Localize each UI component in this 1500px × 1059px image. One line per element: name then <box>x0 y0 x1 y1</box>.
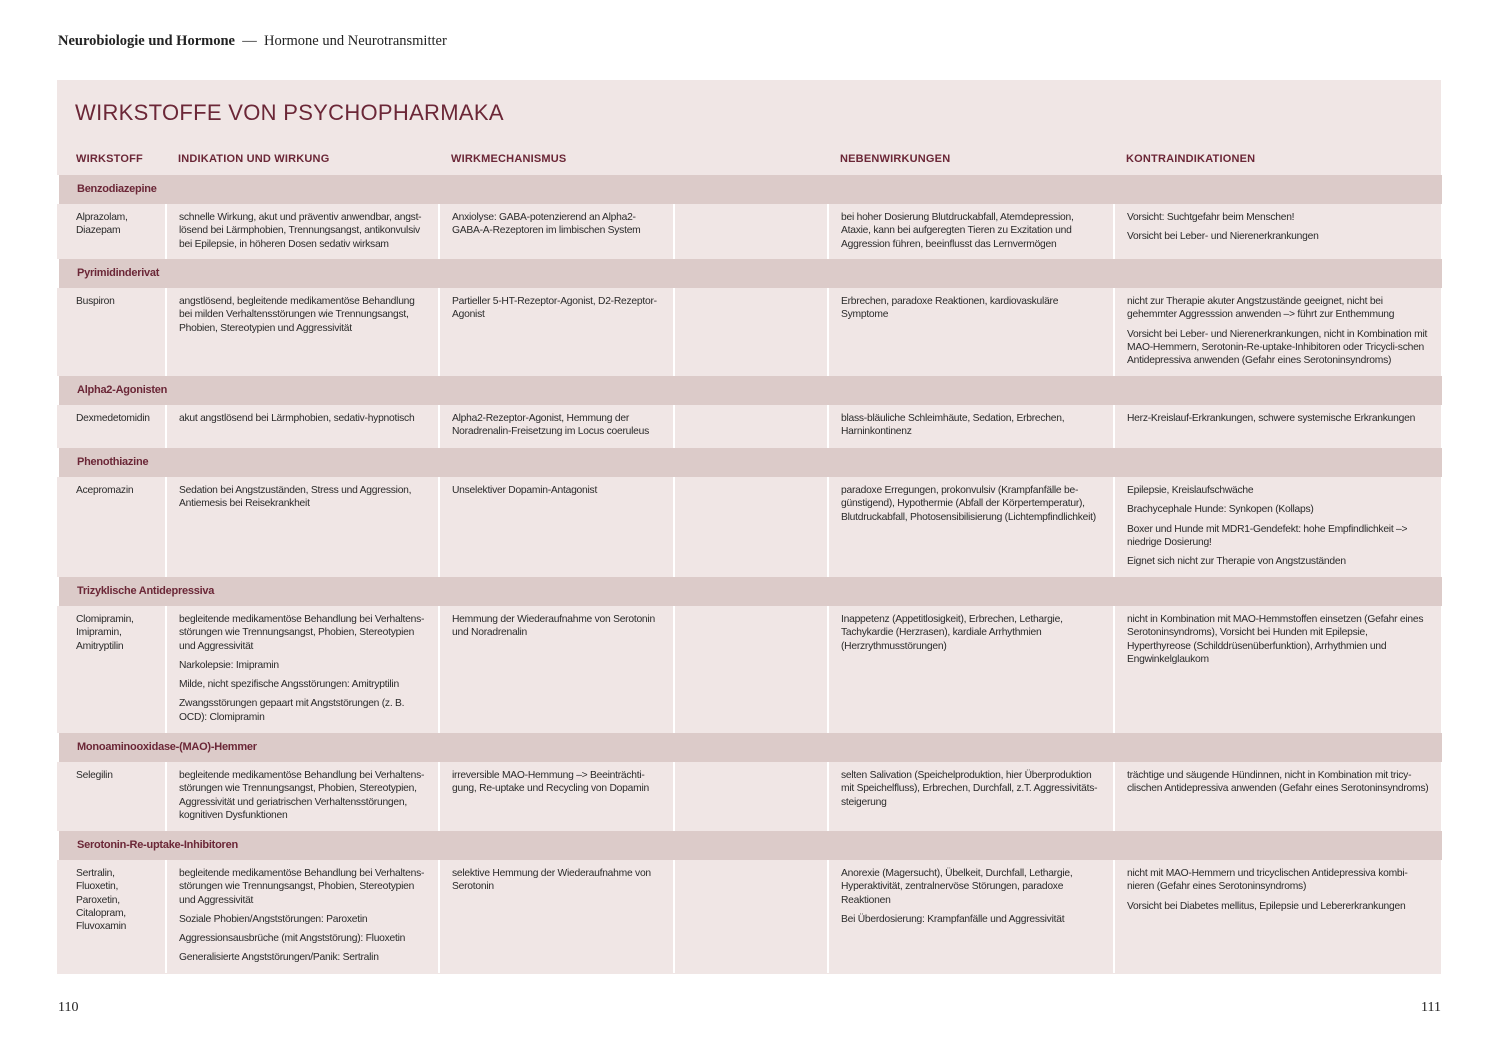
indikation-paragraph: angstlösend, begleitende medikamentöse Behandlung bei milden Verhaltensstörungen wie Trennungsangst, Phobien, Stereotypien und Aggressivität <box>179 296 415 334</box>
kontra-paragraph: nicht mit MAO-Hemmern und tricyclischen Antidepressiva kombi-nieren (Gefahr eines Serotoninsyndroms) <box>1127 868 1408 893</box>
mechanismus-cell <box>439 288 674 376</box>
wirkstoff-cell: Selegilin <box>76 770 113 781</box>
chapter-title: Hormone und Neurotransmitter <box>263 33 447 49</box>
indikation-paragraph: begleitende medikamentöse Behandlung bei Verhaltens-störungen wie Trennungsangst, Phobien, Stereotypien, Aggressivität und geriatrischen Verhaltensstörungen, kognitiven Dysfunktionen <box>179 770 425 821</box>
wirkstoff-cell: Sertralin, Fluoxetin, Paroxetin, Citalopram, Fluvoxamin <box>76 868 127 933</box>
kontra-paragraph: Vorsicht: Suchtgefahr beim Menschen! <box>1127 212 1295 223</box>
indikation-paragraph: Soziale Phobien/Angststörungen: Paroxetin <box>179 913 368 925</box>
group-row <box>58 448 1442 477</box>
nebenwirkungen-cell <box>828 477 1114 577</box>
table-row <box>58 762 1442 831</box>
mechanismus-paragraph: Anxiolyse: GABA-potenzierend an Alpha2-GABA-A-Rezeptoren im limbischen System <box>452 212 641 237</box>
mechanismus-paragraph: Unselektiver Dopamin-Antagonist <box>452 485 598 496</box>
kontraindikationen-cell <box>1114 288 1442 376</box>
indikation-paragraph: begleitende medikamentöse Behandlung bei Verhaltens-störungen wie Trennungsangst, Phobien, Stereotypien und Aggressivität <box>179 614 425 652</box>
neben-paragraph: Bei Überdosierung: Krampfanfälle und Aggressivität <box>841 913 1065 925</box>
kontra-paragraph: nicht zur Therapie akuter Angstzustände geeignet, nicht bei gehemmter Aggresssion anwenden –> führt zur Enthemmung <box>1127 296 1395 321</box>
neben-paragraph: paradoxe Erregungen, prokonvulsiv (Krampfanfälle be-günstigend), Hypothermie (Abfall der Körpertemperatur), Blutdruckabfall, Photosensibilisierung (Lichtempfindlichkeit) <box>841 485 1096 523</box>
kontraindikationen-cell <box>1114 204 1442 259</box>
indikation-paragraph: begleitende medikamentöse Behandlung bei Verhaltens-störungen wie Trennungsangst, Phobien, Stereotypien und Aggressivität <box>179 868 425 906</box>
running-header <box>58 33 447 50</box>
indikation-cell <box>166 477 439 577</box>
mechanismus-paragraph: Hemmung der Wiederaufnahme von Serotonin und Noradrenalin <box>452 614 655 639</box>
kontra-paragraph: Vorsicht bei Leber- und Nierenerkrankungen <box>1127 231 1319 243</box>
page-number-left: 110 <box>58 1000 79 1015</box>
table-row <box>58 606 1442 733</box>
mechanismus-cell <box>439 405 674 448</box>
neben-paragraph: Erbrechen, paradoxe Reaktionen, kardiovaskuläre Symptome <box>841 296 1059 321</box>
table-row <box>58 405 1442 448</box>
group-row <box>58 175 1442 204</box>
table-row <box>58 477 1442 577</box>
group-row <box>58 577 1442 606</box>
kontraindikationen-cell <box>1114 860 1442 973</box>
wirkstoff-cell: Dexmedetomidin <box>76 413 150 424</box>
mechanismus-cell <box>439 204 674 259</box>
table-row <box>58 288 1442 376</box>
group-row <box>58 733 1442 762</box>
neben-paragraph: blass-bläuliche Schleimhäute, Sedation, Erbrechen, Harninkontinenz <box>841 413 1065 438</box>
empty-cell <box>674 606 828 733</box>
kontraindikationen-cell <box>1114 405 1442 448</box>
mechanismus-paragraph: Partieller 5-HT-Rezeptor-Agonist, D2-Rezeptor-Agonist <box>452 296 657 321</box>
col-wirkstoff: WIRKSTOFF <box>76 153 143 165</box>
page-number-right: 111 <box>1421 1000 1441 1015</box>
empty-cell <box>674 477 828 577</box>
separator: — <box>242 33 257 49</box>
group-name: Monoaminooxidase-(MAO)-Hemmer <box>58 733 1442 762</box>
wirkstoff-cell: Alprazolam, Diazepam <box>76 212 128 237</box>
kontraindikationen-cell <box>1114 762 1442 831</box>
indikation-cell <box>166 860 439 973</box>
col-indikation: INDIKATION UND WIRKUNG <box>178 153 330 165</box>
empty-cell <box>674 405 828 448</box>
nebenwirkungen-cell <box>828 606 1114 733</box>
table-row <box>58 860 1442 973</box>
kontra-paragraph: Boxer und Hunde mit MDR1-Gendefekt: hohe Empfindlichkeit –> niedrige Dosierung! <box>1127 523 1408 548</box>
mechanismus-paragraph: selektive Hemmung der Wiederaufnahme von Serotonin <box>452 868 651 893</box>
indikation-paragraph: Zwangsstörungen gepaart mit Angststörungen (z. B. OCD): Clomipramin <box>179 698 405 723</box>
neben-paragraph: Anorexie (Magersucht), Übelkeit, Durchfall, Lethargie, Hyperaktivität, zentralnervöse Störungen, paradoxe Reaktionen <box>841 868 1073 906</box>
indikation-cell <box>166 606 439 733</box>
empty-cell <box>674 762 828 831</box>
col-nebenwirkungen: NEBENWIRKUNGEN <box>840 153 951 165</box>
group-row <box>58 831 1442 860</box>
group-name: Serotonin-Re-uptake-Inhibitoren <box>58 831 1442 860</box>
nebenwirkungen-cell <box>828 204 1114 259</box>
indikation-cell <box>166 762 439 831</box>
indikation-cell <box>166 405 439 448</box>
nebenwirkungen-cell <box>828 762 1114 831</box>
mechanismus-cell <box>439 762 674 831</box>
kontra-paragraph: trächtige und säugende Hündinnen, nicht in Kombination mit tricy-clischen Antidepressiva anwenden (Gefahr eines Serotoninsyndroms) <box>1127 770 1429 795</box>
section-title: Neurobiologie und Hormone <box>58 33 235 49</box>
mechanismus-cell <box>439 477 674 577</box>
wirkstoff-cell: Clomipramin, Imipramin, Amitryptilin <box>76 614 134 652</box>
indikation-paragraph: Generalisierte Angststörungen/Panik: Sertralin <box>179 952 379 964</box>
kontra-paragraph: Vorsicht bei Diabetes mellitus, Epilepsie und Lebererkrankungen <box>1127 900 1406 912</box>
indikation-paragraph: Aggressionsausbrüche (mit Angststörung): Fluoxetin <box>179 933 406 945</box>
group-row <box>58 259 1442 288</box>
empty-cell <box>674 204 828 259</box>
neben-paragraph: Inappetenz (Appetitlosigkeit), Erbrechen, Lethargie, Tachykardie (Herzrasen), kardiale Arrhythmien (Herzrythmusstörungen) <box>841 614 1063 652</box>
kontra-paragraph: Brachycephale Hunde: Synkopen (Kollaps) <box>1127 504 1314 516</box>
group-name: Trizyklische Antidepressiva <box>58 577 1442 606</box>
group-name: Phenothiazine <box>58 448 1442 477</box>
kontra-paragraph: Vorsicht bei Leber- und Nierenerkrankungen, nicht in Kombination mit MAO-Hemmern, Serotonin-Re-uptake-Inhibitoren oder Tricycli-schen Antidepressiva anwenden (Gefahr eines Serotoninsyndroms) <box>1127 328 1428 367</box>
col-empty <box>674 145 828 175</box>
indikation-paragraph: Milde, nicht spezifische Angsstörungen: Amitryptilin <box>179 679 399 691</box>
mechanismus-paragraph: irreversible MAO-Hemmung –> Beeinträchti-gung, Re-uptake und Recycling von Dopamin <box>452 770 649 795</box>
table-panel <box>57 80 1441 974</box>
kontraindikationen-cell <box>1114 606 1442 733</box>
indikation-paragraph: Narkolepsie: Imipramin <box>179 659 279 671</box>
mechanismus-cell <box>439 606 674 733</box>
group-name: Benzodiazepine <box>58 175 1442 204</box>
nebenwirkungen-cell <box>828 860 1114 973</box>
neben-paragraph: selten Salivation (Speichelproduktion, hier Überproduktion mit Speichelfluss), Erbrechen, Durchfall, z.T. Aggressivitäts-steigerung <box>841 770 1098 808</box>
empty-cell <box>674 288 828 376</box>
group-name: Pyrimidinderivat <box>58 259 1442 288</box>
wirkstoff-cell: Buspiron <box>76 296 115 307</box>
kontra-paragraph: nicht in Kombination mit MAO-Hemmstoffen einsetzen (Gefahr eines Serotoninsyndroms), Vorsicht bei Hunden mit Epilepsie, Hyperthyreose (Schilddrüsenüberfunktion), Arrhythmien und Engwinkelglaukom <box>1127 614 1424 665</box>
table-title: WIRKSTOFFE VON PSYCHOPHARMAKA <box>75 100 504 125</box>
indikation-paragraph: akut angstlösend bei Lärmphobien, sedativ-hypnotisch <box>179 413 415 424</box>
kontra-paragraph: Epilepsie, Kreislaufschwäche <box>1127 485 1254 496</box>
mechanismus-cell <box>439 860 674 973</box>
col-kontraindikationen: KONTRAINDIKATIONEN <box>1126 153 1256 165</box>
group-row <box>58 376 1442 405</box>
table-row <box>58 204 1442 259</box>
kontraindikationen-cell <box>1114 477 1442 577</box>
header-row <box>58 145 1442 175</box>
empty-cell <box>674 860 828 973</box>
nebenwirkungen-cell <box>828 405 1114 448</box>
neben-paragraph: bei hoher Dosierung Blutdruckabfall, Atemdepression, Ataxie, kann bei aufgeregten Tieren zu Exzitation und Aggression führen, beeinflusst das Lernvermögen <box>841 212 1074 250</box>
col-mechanismus: WIRKMECHANISMUS <box>451 153 567 165</box>
indikation-paragraph: Sedation bei Angstzuständen, Stress und Aggression, Antiemesis bei Reisekrankheit <box>179 485 412 510</box>
indikation-cell <box>166 288 439 376</box>
wirkstoff-cell: Acepromazin <box>76 485 134 496</box>
nebenwirkungen-cell <box>828 288 1114 376</box>
indikation-cell <box>166 204 439 259</box>
kontra-paragraph: Eignet sich nicht zur Therapie von Angstzuständen <box>1127 556 1346 568</box>
indikation-paragraph: schnelle Wirkung, akut und präventiv anwendbar, angst-lösend bei Lärmphobien, Trennungsangst, antikonvulsiv bei Epilepsie, in höheren Dosen sedativ wirksam <box>179 212 422 250</box>
drug-table <box>57 145 1442 973</box>
mechanismus-paragraph: Alpha2-Rezeptor-Agonist, Hemmung der Noradrenalin-Freisetzung im Locus coeruleus <box>452 413 650 438</box>
group-name: Alpha2-Agonisten <box>58 376 1442 405</box>
kontra-paragraph: Herz-Kreislauf-Erkrankungen, schwere systemische Erkrankungen <box>1127 413 1416 424</box>
